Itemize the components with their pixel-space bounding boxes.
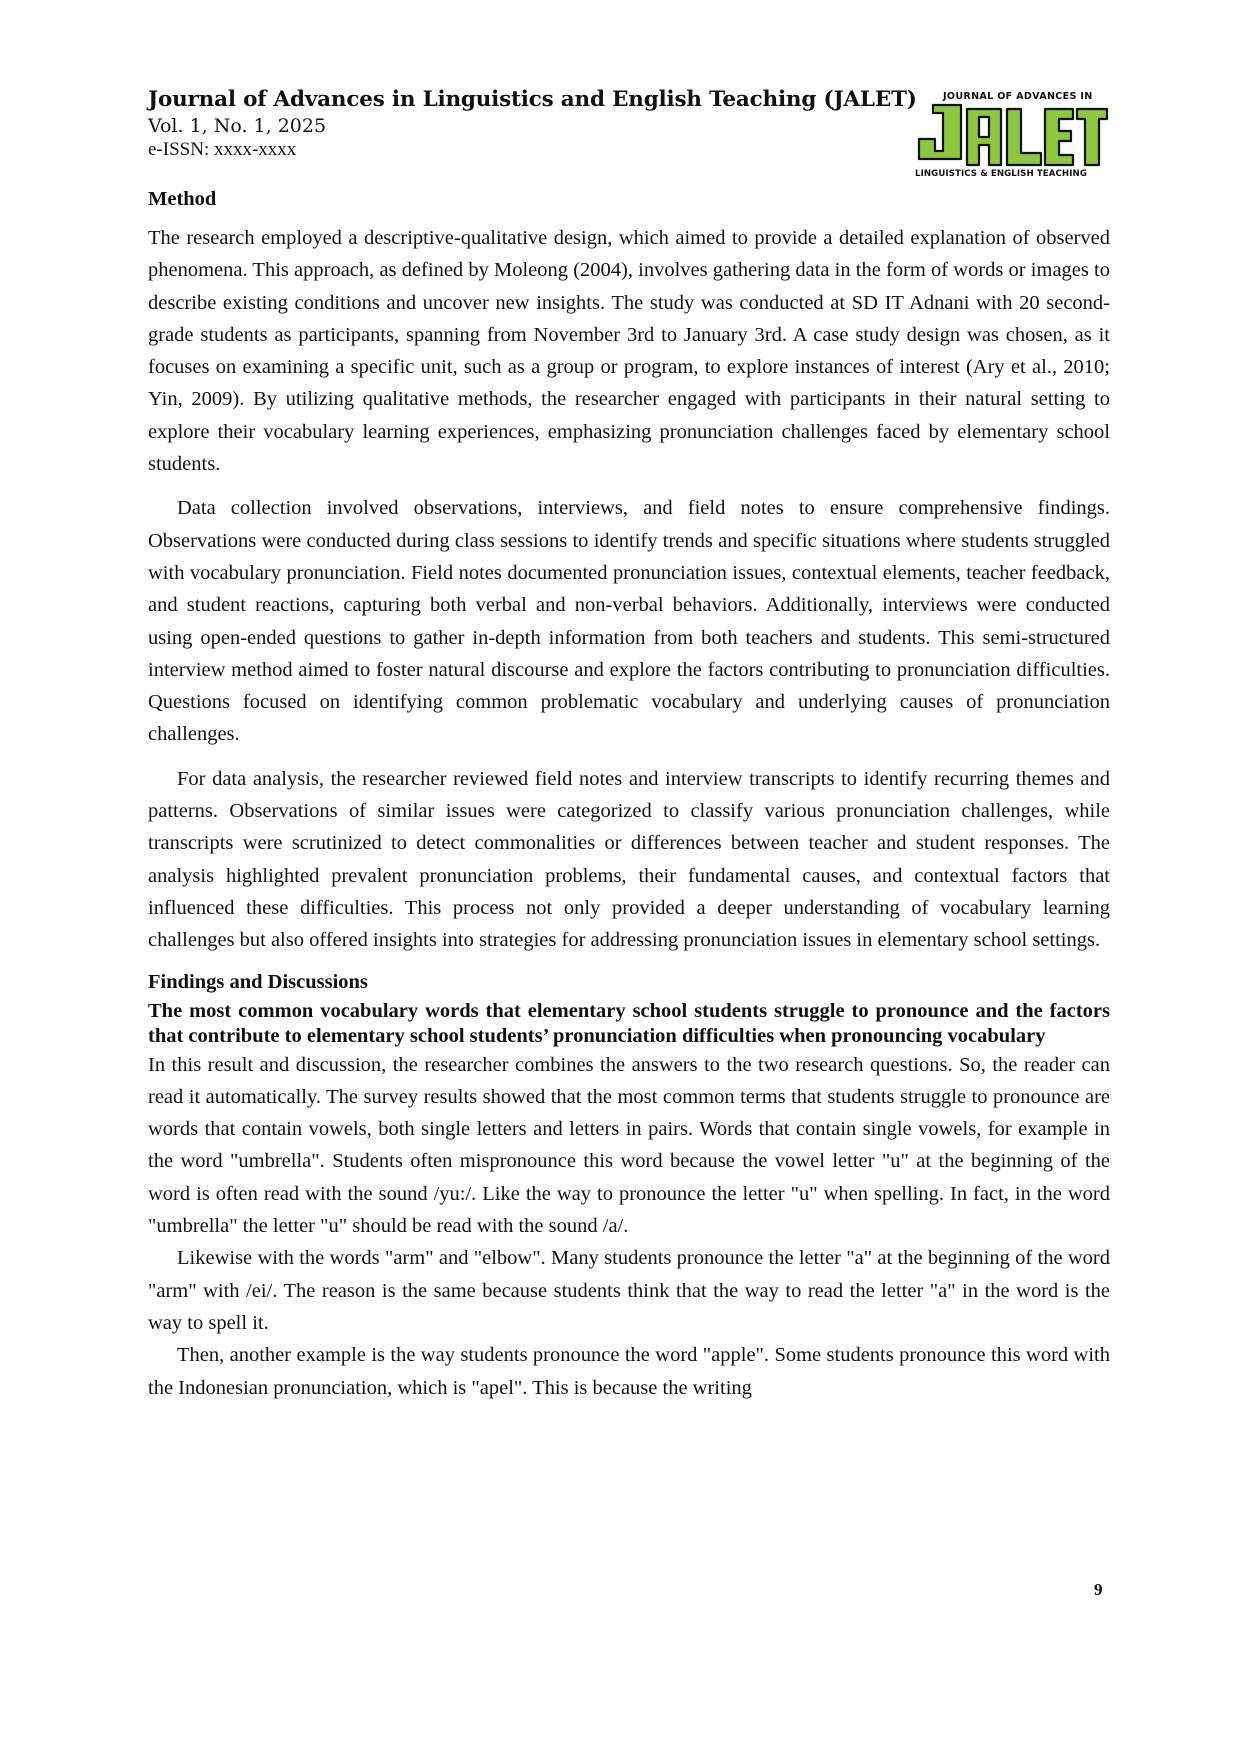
method-paragraph-3: For data analysis, the researcher reviewed field notes and interview transcripts to identify recurring themes and patterns. Observations of similar issues were categorized to classify various pronunciation challenges, while transcripts were scrutinized to detect commonalities or differences between teacher and student responses. The analysis highlighted prevalent pronunciation problems, their fundamental causes, and contextual factors that influenced these difficulties. This process not only provided a deeper understanding of vocabulary learning challenges but also offered insights into strategies for addressing pronunciation issues in elementary school settings. [148, 767, 1110, 952]
findings-paragraph-1: In this result and discussion, the researcher combines the answers to the two research questions. So, the reader can read it automatically. The survey results showed that the most common terms that students struggle to pronounce are words that contain vowels, both single letters and letters in pairs. Words that contain single vowels, for example in the word "umbrella". Students often mispronounce this word because the vowel letter "u" at the beginning of the word is often read with the sound /yu:/. Like the way to pronounce the letter "u" when spelling. In fact, in the word "umbrella" the letter "u" should be read with the sound /a/. [148, 1053, 1110, 1238]
paper-page [148, 86, 1110, 1404]
jalet-logo [913, 91, 1113, 181]
journal-header [148, 86, 1110, 186]
issn: e-ISSN: xxxx-xxxx [148, 139, 297, 160]
logo-top-text: JOURNAL OF ADVANCES IN [943, 91, 1093, 102]
method-paragraph-1: The research employed a descriptive-qualitative design, which aimed to provide a detailed explanation of observed phenomena. This approach, as defined by Moleong (2004), involves gathering data in the form of words or images to describe existing conditions and uncover new insights. The study was conducted at SD IT Adnani with 20 second-grade students as participants, spanning from November 3rd to January 3rd. A case study design was chosen, as it focuses on examining a specific unit, such as a group or program, to explore instances of interest (Ary et al., 2010; Yin, 2009). By utilizing qualitative methods, the researcher engaged with participants in their natural setting to explore their vocabulary learning experiences, emphasizing pronunciation challenges faced by elementary school students. [148, 227, 1110, 476]
findings-paragraph-2: Likewise with the words "arm" and "elbow". Many students pronounce the letter "a" at the beginning of the word "arm" with /ei/. The reason is the same because students think that the way to read the letter "a" in the word is the way to spell it. [148, 1247, 1110, 1334]
findings-subheading: The most common vocabulary words that elementary school students struggle to pronounce and the factors that contribute to elementary school students’ pronunciation difficulties when pronouncing vocabulary [148, 999, 1110, 1047]
volume-issue: Vol. 1, No. 1, 2025 [148, 115, 327, 137]
page-number: 9 [1094, 1580, 1103, 1599]
method-heading: Method [148, 188, 217, 210]
method-paragraph-2: Data collection involved observations, interviews, and field notes to ensure comprehensive findings. Observations were conducted during class sessions to identify trends and specific situations where students struggled with vocabulary pronunciation. Field notes documented pronunciation issues, contextual elements, teacher feedback, and student reactions, capturing both verbal and non-verbal behaviors. Additionally, interviews were conducted using open-ended questions to gather in-depth information from both teachers and students. This semi-structured interview method aimed to foster natural discourse and explore the factors contributing to pronunciation difficulties. Questions focused on identifying common problematic vocabulary and underlying causes of pronunciation challenges. [148, 497, 1110, 746]
logo-bottom-text: LINGUISTICS & ENGLISH TEACHING [915, 169, 1087, 179]
journal-title: Journal of Advances in Linguistics and English Teaching (JALET) [148, 87, 917, 112]
jalet-logo-mark-icon [913, 103, 1109, 167]
findings-paragraph-3: Then, another example is the way students pronounce the word "apple". Some students pronounce this word with the Indonesian pronunciation, which is "apel". This is because the writing [148, 1344, 1110, 1399]
findings-heading: Findings and Discussions [148, 970, 368, 993]
